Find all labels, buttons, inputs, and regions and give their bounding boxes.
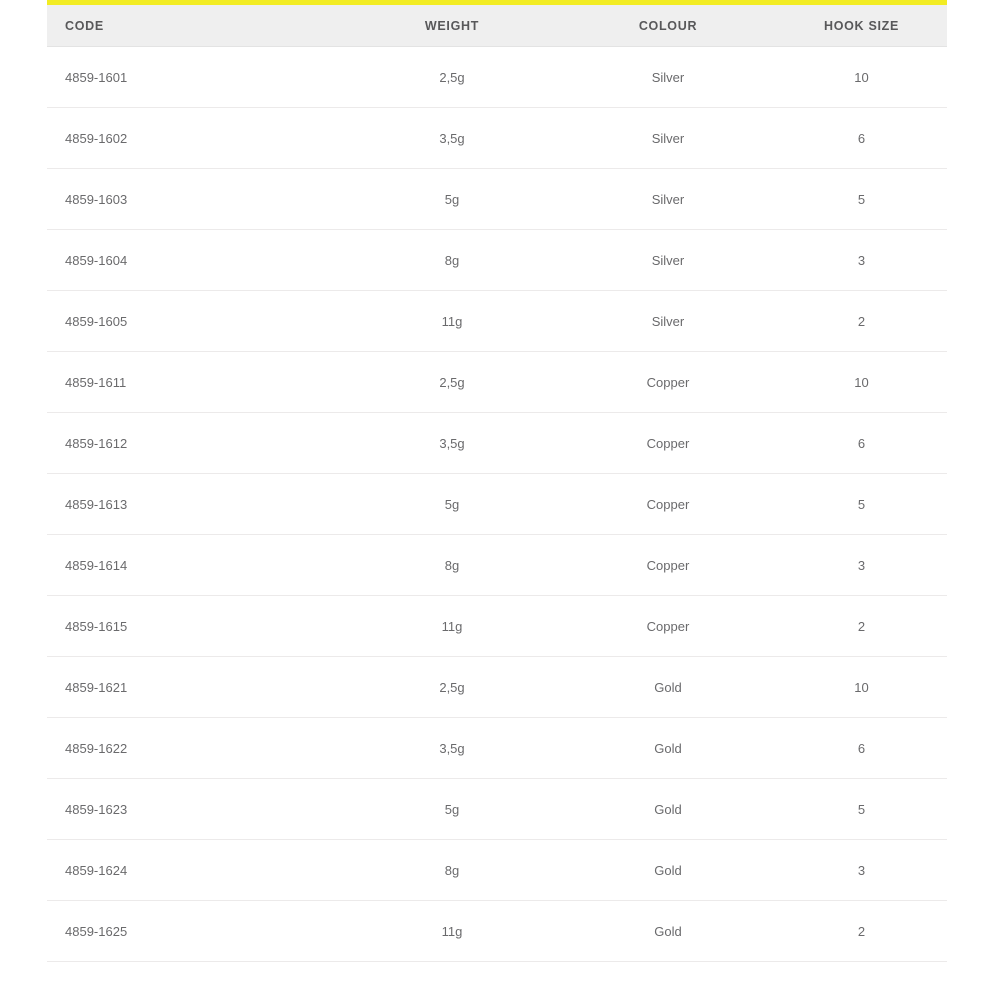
cell-weight: 5g [344,169,560,230]
cell-hook-size: 2 [776,901,947,962]
table-row [47,169,947,230]
table-row [47,47,947,108]
cell-code: 4859-1623 [47,779,344,840]
table-row [47,230,947,291]
cell-weight: 11g [344,596,560,657]
cell-code: 4859-1614 [47,535,344,596]
cell-colour: Gold [560,901,776,962]
cell-colour: Silver [560,108,776,169]
cell-hook-size: 3 [776,840,947,901]
cell-colour: Silver [560,169,776,230]
cell-hook-size: 5 [776,779,947,840]
cell-code: 4859-1613 [47,474,344,535]
cell-hook-size: 6 [776,413,947,474]
column-header-colour: COLOUR [560,5,776,47]
table-row [47,596,947,657]
table-row [47,779,947,840]
cell-colour: Silver [560,47,776,108]
column-header-weight: WEIGHT [344,5,560,47]
table-body [47,47,947,962]
cell-code: 4859-1601 [47,47,344,108]
cell-weight: 3,5g [344,108,560,169]
cell-code: 4859-1602 [47,108,344,169]
table-header [47,5,947,47]
cell-hook-size: 3 [776,230,947,291]
cell-code: 4859-1615 [47,596,344,657]
column-header-code: CODE [47,5,344,47]
table-row [47,474,947,535]
column-header-hook-size: HOOK SIZE [776,5,947,47]
cell-colour: Copper [560,413,776,474]
table-row [47,535,947,596]
table-row [47,840,947,901]
cell-colour: Copper [560,474,776,535]
cell-colour: Silver [560,230,776,291]
cell-code: 4859-1612 [47,413,344,474]
cell-hook-size: 10 [776,352,947,413]
cell-weight: 3,5g [344,413,560,474]
cell-hook-size: 2 [776,596,947,657]
cell-colour: Copper [560,535,776,596]
cell-code: 4859-1625 [47,901,344,962]
cell-colour: Copper [560,596,776,657]
cell-hook-size: 5 [776,169,947,230]
cell-hook-size: 6 [776,718,947,779]
spec-table-container [47,0,947,962]
cell-weight: 8g [344,230,560,291]
cell-code: 4859-1603 [47,169,344,230]
specification-table [47,5,947,962]
cell-code: 4859-1611 [47,352,344,413]
cell-colour: Gold [560,657,776,718]
cell-hook-size: 10 [776,657,947,718]
cell-colour: Gold [560,779,776,840]
cell-weight: 8g [344,840,560,901]
table-row [47,657,947,718]
table-row [47,718,947,779]
cell-colour: Copper [560,352,776,413]
cell-weight: 2,5g [344,47,560,108]
cell-code: 4859-1622 [47,718,344,779]
table-header-row [47,5,947,47]
cell-code: 4859-1624 [47,840,344,901]
cell-weight: 11g [344,901,560,962]
cell-weight: 2,5g [344,657,560,718]
cell-weight: 3,5g [344,718,560,779]
cell-weight: 5g [344,779,560,840]
table-row [47,108,947,169]
cell-colour: Gold [560,718,776,779]
table-row [47,413,947,474]
table-row [47,291,947,352]
cell-code: 4859-1621 [47,657,344,718]
cell-code: 4859-1604 [47,230,344,291]
cell-hook-size: 5 [776,474,947,535]
table-row [47,352,947,413]
cell-weight: 2,5g [344,352,560,413]
cell-weight: 8g [344,535,560,596]
cell-hook-size: 10 [776,47,947,108]
table-row [47,901,947,962]
cell-colour: Gold [560,840,776,901]
cell-weight: 11g [344,291,560,352]
cell-code: 4859-1605 [47,291,344,352]
cell-hook-size: 3 [776,535,947,596]
cell-colour: Silver [560,291,776,352]
cell-hook-size: 2 [776,291,947,352]
cell-hook-size: 6 [776,108,947,169]
cell-weight: 5g [344,474,560,535]
